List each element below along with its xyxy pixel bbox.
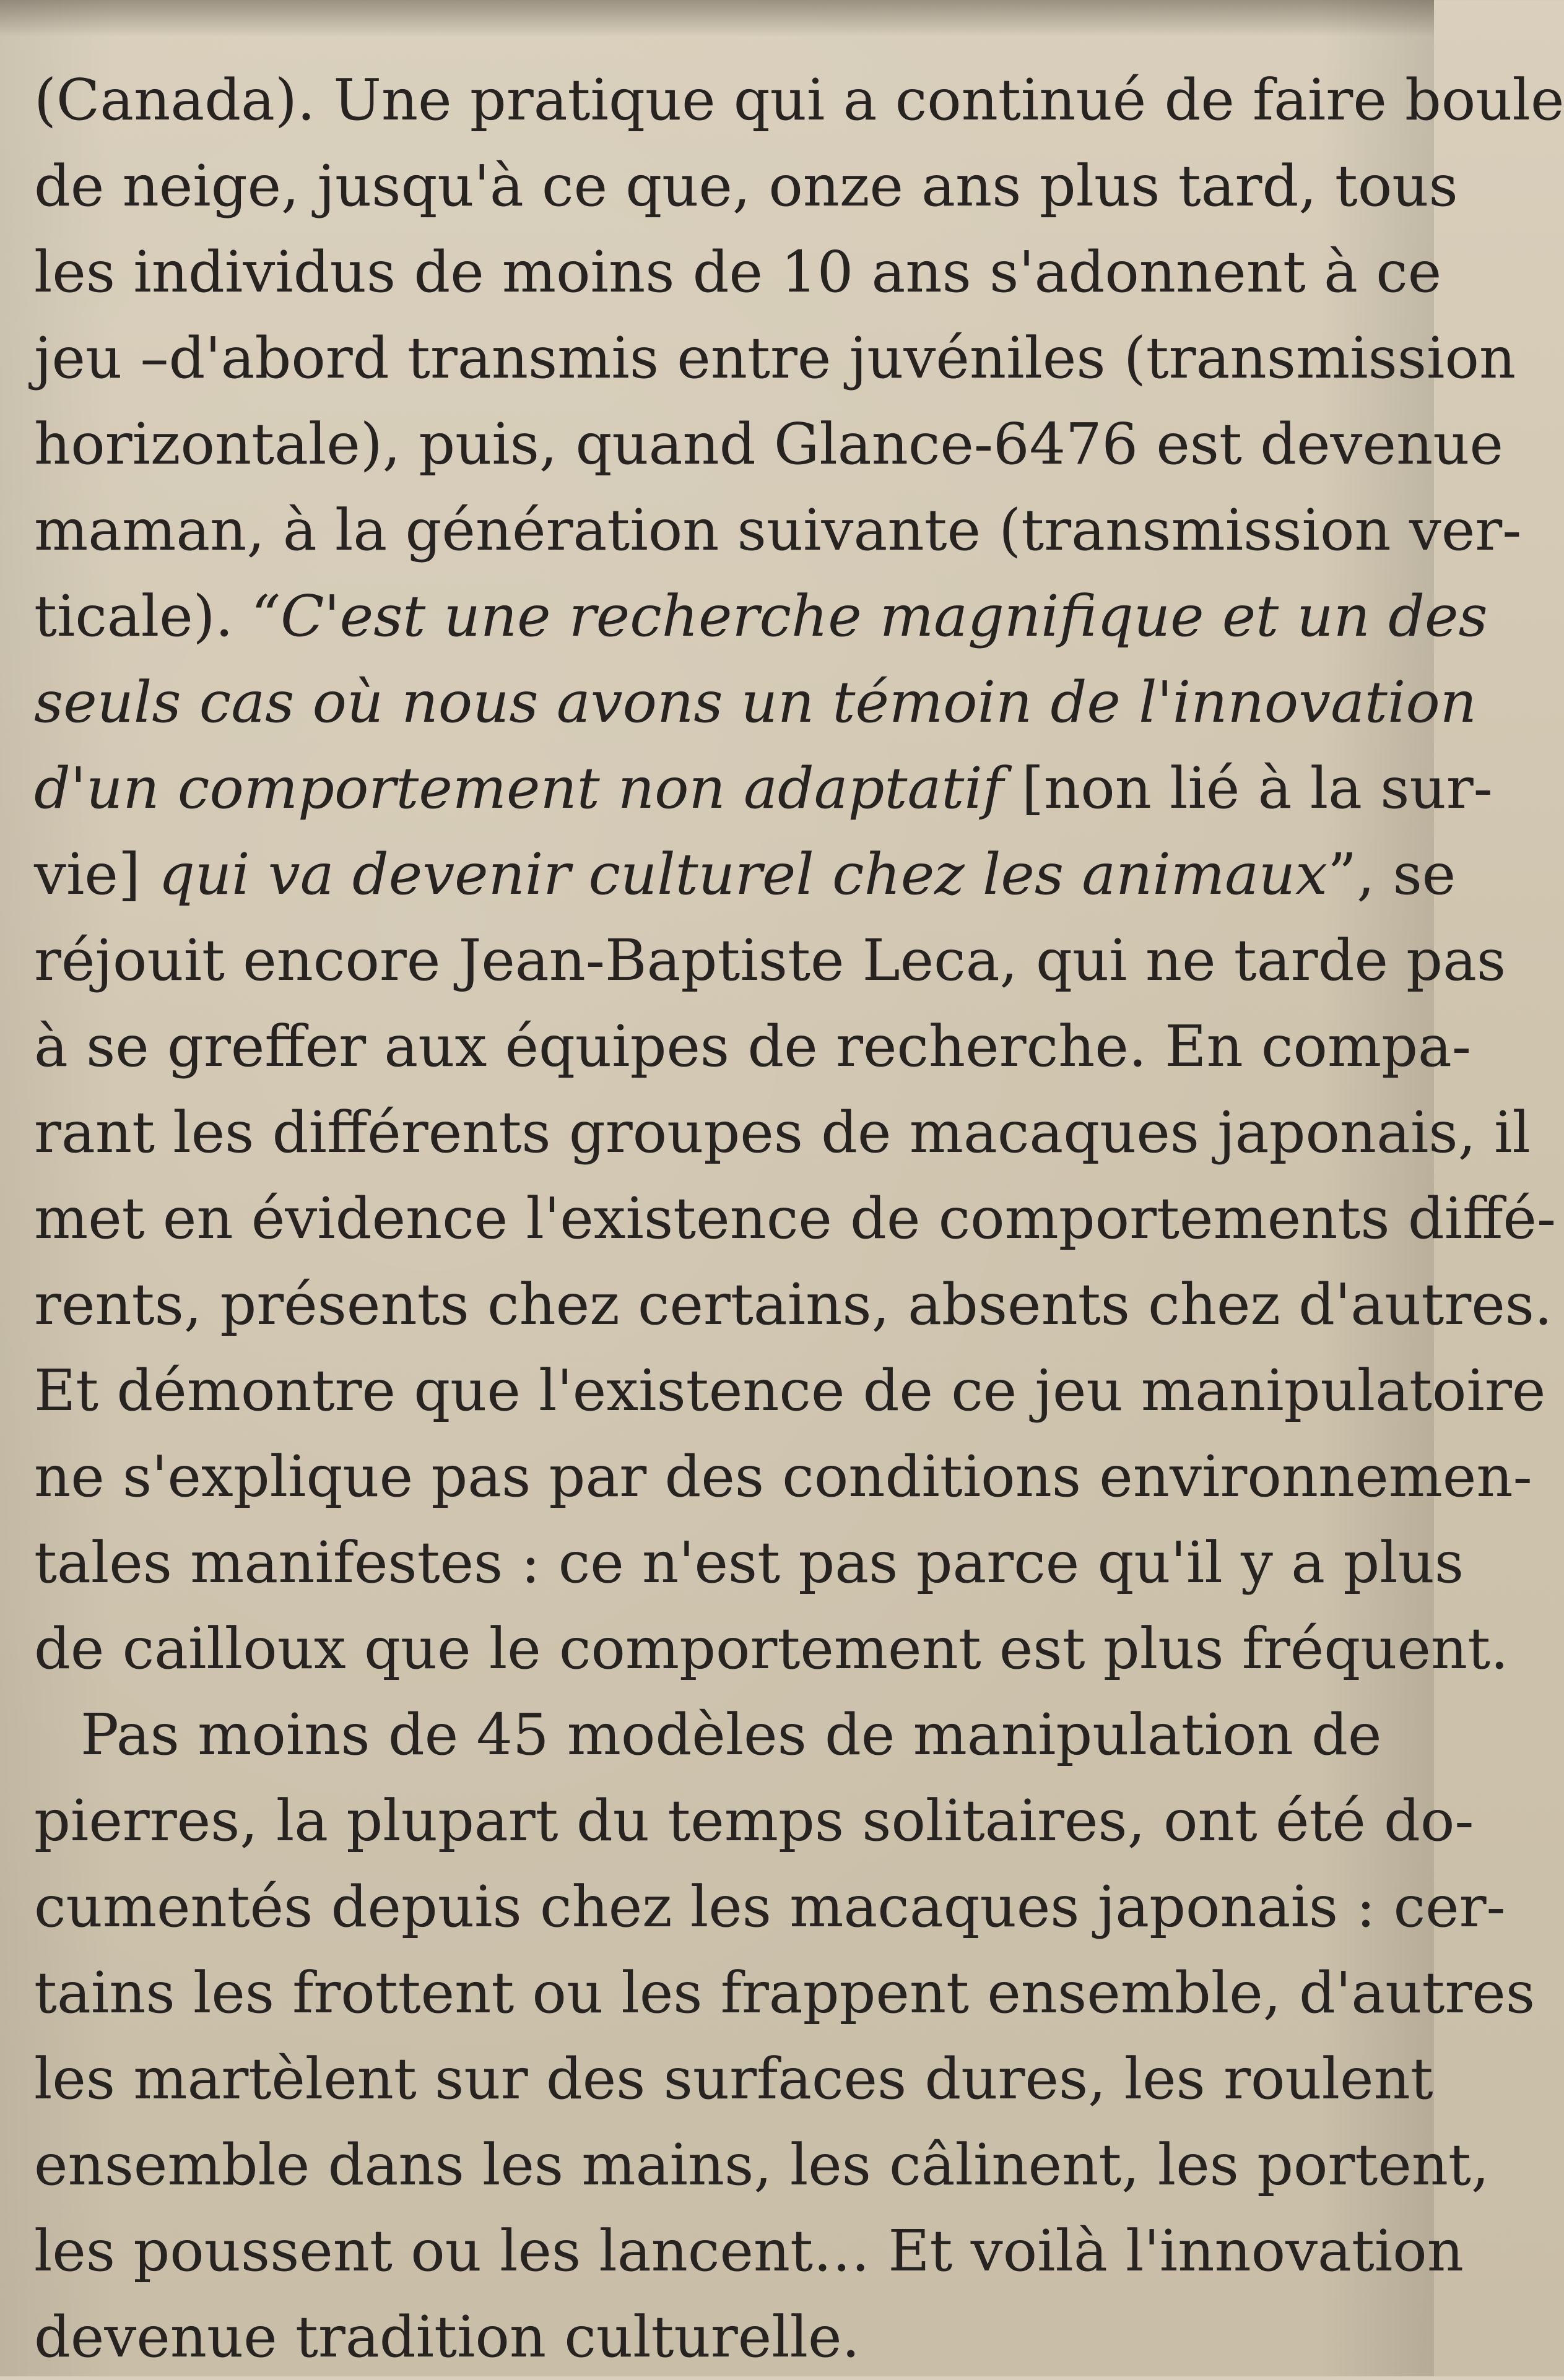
- text-line: [34, 917, 1506, 1003]
- text-segment: les poussent ou les lancent… Et voilà l'innovation: [34, 2218, 1464, 2284]
- text-line: [34, 2208, 1464, 2294]
- text-line: [34, 573, 1488, 659]
- text-line: [34, 1692, 1382, 1778]
- text-segment: (Canada). Une pratique qui a continué de faire boule: [34, 67, 1564, 133]
- text-line: [34, 487, 1522, 573]
- text-segment: de cailloux que le comportement est plus fréquent.: [34, 1616, 1509, 1682]
- text-line: [34, 315, 1516, 401]
- text-line: [34, 229, 1442, 315]
- text-segment: tains les frottent ou les frappent ensemble, d'autres: [34, 1960, 1536, 2026]
- text-segment: devenue tradition culturelle.: [34, 2304, 860, 2370]
- text-segment: met en évidence l'existence de comportements diffé-: [34, 1185, 1557, 1252]
- text-line: [34, 1778, 1474, 1864]
- text-line: [34, 1864, 1506, 1950]
- text-line: [34, 1089, 1531, 1175]
- text-segment: ne s'explique pas par des conditions environnemen-: [34, 1443, 1532, 1510]
- text-segment: Et démontre que l'existence de ce jeu manipulatoire: [34, 1357, 1546, 1424]
- text-segment: les individus de moins de 10 ans s'adonnent à ce: [34, 239, 1442, 305]
- text-line: [34, 57, 1564, 143]
- text-segment: horizontale), puis, quand Glance-6476 est devenue: [34, 411, 1503, 477]
- text-line: [34, 1003, 1471, 1089]
- text-line: [34, 1348, 1546, 1434]
- text-segment: Pas moins de 45 modèles de manipulation de: [80, 1702, 1382, 1768]
- text-segment: tales manifestes : ce n'est pas parce qu'il y a plus: [34, 1530, 1464, 1596]
- text-segment: vie]: [34, 841, 159, 907]
- italic-quote-segment: “C'est une recherche magnifique et un des: [251, 583, 1488, 649]
- text-line: [34, 401, 1503, 487]
- text-segment: de neige, jusqu'à ce que, onze ans plus tard, tous: [34, 153, 1458, 219]
- text-line: [34, 1261, 1553, 1348]
- text-line: [34, 1434, 1532, 1520]
- text-segment: rents, présents chez certains, absents chez d'autres.: [34, 1271, 1553, 1338]
- text-line: [34, 2122, 1490, 2208]
- text-segment: ensemble dans les mains, les câlinent, les portent,: [34, 2132, 1490, 2198]
- text-line: [34, 1606, 1509, 1692]
- text-segment: pierres, la plupart du temps solitaires, ont été do-: [34, 1788, 1474, 1854]
- paragraph: [34, 1692, 1536, 2380]
- text-line: [34, 659, 1477, 745]
- text-line: [34, 2294, 1378, 2380]
- text-line: [34, 1520, 1464, 1606]
- text-line: [34, 1950, 1536, 2036]
- text-segment: réjouit encore Jean-Baptiste Leca, qui ne tarde pas: [34, 927, 1506, 993]
- text-segment: rant les différents groupes de macaques japonais, il: [34, 1099, 1531, 1166]
- italic-quote-segment: d'un comportement non adaptatif: [34, 755, 1022, 821]
- text-line: [34, 1175, 1557, 1261]
- italic-quote-segment: qui va devenir culturel chez les animaux: [158, 841, 1328, 907]
- text-segment: jeu –d'abord transmis entre juvéniles (transmission: [34, 325, 1516, 391]
- text-line: [34, 2036, 1433, 2122]
- paragraph: [34, 57, 1564, 1692]
- italic-quote-segment: seuls cas où nous avons un témoin de l'innovation: [34, 669, 1477, 735]
- text-segment: [non lié à la sur-: [1022, 755, 1493, 821]
- text-line: [34, 831, 1456, 917]
- text-segment: maman, à la génération suivante (transmission ver-: [34, 497, 1522, 563]
- page-shadow: [0, 0, 1434, 37]
- text-line: [34, 745, 1493, 831]
- text-segment: ticale).: [34, 583, 252, 649]
- text-segment: à se greffer aux équipes de recherche. En compa-: [34, 1013, 1471, 1080]
- text-line: [34, 143, 1458, 229]
- text-segment: les martèlent sur des surfaces dures, les roulent: [34, 2046, 1433, 2112]
- text-column: [34, 57, 1564, 2380]
- text-segment: cumentés depuis chez les macaques japonais : cer-: [34, 1874, 1506, 1940]
- text-segment: ”, se: [1327, 841, 1456, 907]
